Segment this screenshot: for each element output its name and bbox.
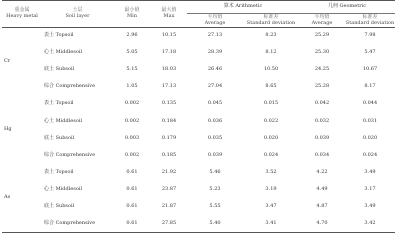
metal-cell: As <box>2 164 42 232</box>
arith-sd-cell: 8.23 <box>265 32 277 39</box>
min-cell: 2.96 <box>126 32 138 39</box>
header-soil-layer-en: Soil layer <box>65 13 90 19</box>
geo-sd-cell: 0.031 <box>362 117 378 124</box>
geo-avg-cell: 0.032 <box>314 117 330 124</box>
header-heavy-metal <box>2 1 42 28</box>
arith-avg-cell: 26.46 <box>207 66 223 73</box>
layer-cell: 表土 Topsoil <box>44 168 74 175</box>
header-soil-layer <box>42 1 113 28</box>
geo-avg-cell: 25.30 <box>314 49 330 56</box>
arith-sd-cell: 3.19 <box>265 185 277 192</box>
arith-sd-cell: 0.020 <box>263 134 279 141</box>
header-max <box>151 1 187 28</box>
geo-avg-cell: 25.29 <box>314 32 330 39</box>
geo-avg-cell: 0.042 <box>314 100 330 107</box>
header-arithmetic-average <box>187 14 243 28</box>
geo-avg-cell: 4.49 <box>316 185 328 192</box>
arith-avg-cell: 5.23 <box>209 185 221 192</box>
header-geometric-sd-en: Standard deviation <box>345 19 395 26</box>
arith-sd-cell: 0.022 <box>263 117 279 124</box>
geo-avg-cell: 4.70 <box>299 215 345 232</box>
header-geometric-average-en: Average <box>311 19 333 26</box>
arith-avg-cell: 5.46 <box>209 168 221 175</box>
geo-sd-cell: 10.67 <box>362 66 378 73</box>
arith-sd-cell: 0.024 <box>263 151 279 158</box>
min-cell: 0.61 <box>126 202 138 209</box>
min-cell: 0.61 <box>126 168 138 175</box>
layer-cell: 底土 Subsoil <box>44 66 75 73</box>
table-row <box>2 28 395 45</box>
arith-avg-cell: 0.035 <box>207 134 223 141</box>
layer-cell: 底土 Subsoil <box>44 202 75 209</box>
geo-avg-cell: 4.22 <box>316 168 328 175</box>
min-cell: 0.61 <box>113 215 151 232</box>
table-header <box>2 1 395 28</box>
header-min <box>113 1 151 28</box>
arith-sd-cell: 3.52 <box>265 168 277 175</box>
layer-cell: 综合 Comprehensive <box>44 83 96 90</box>
table-row <box>2 79 395 96</box>
header-geometric-group: 几何 Geometric <box>299 1 395 14</box>
max-cell: 0.179 <box>161 134 177 141</box>
header-arithmetic-sd-en: Standard deviation <box>246 19 296 26</box>
header-max-en: Max <box>163 13 175 19</box>
arith-avg-cell: 27.04 <box>207 83 223 90</box>
min-cell: 0.002 <box>124 117 140 124</box>
geo-sd-cell: 3.42 <box>345 215 395 232</box>
table-row <box>2 96 395 113</box>
layer-cell: 底土 Subsoil <box>44 134 75 141</box>
table-row <box>2 113 395 130</box>
geo-avg-cell: 0.039 <box>314 134 330 141</box>
header-arithmetic-average-zh: 平均值 <box>207 13 223 20</box>
geo-sd-cell: 3.17 <box>364 185 376 192</box>
min-cell: 5.05 <box>126 49 138 56</box>
table-row <box>2 215 395 232</box>
geo-sd-cell: 0.024 <box>362 151 378 158</box>
layer-cell: 表土 Topsoil <box>44 32 74 39</box>
geo-sd-cell: 5.47 <box>364 49 376 56</box>
table-row <box>2 62 395 79</box>
arith-sd-cell: 8.65 <box>265 83 277 90</box>
geo-sd-cell: 7.98 <box>364 32 376 39</box>
arith-avg-cell: 5.40 <box>187 215 243 232</box>
header-geometric-average-zh: 平均值 <box>314 13 330 20</box>
header-geometric-average <box>299 14 345 28</box>
max-cell: 17.18 <box>161 49 177 56</box>
geo-sd-cell: 3.49 <box>364 202 376 209</box>
header-arithmetic-sd <box>243 14 299 28</box>
header-min-zh: 最小值 <box>124 7 140 14</box>
arith-avg-cell: 28.39 <box>207 49 223 56</box>
arith-avg-cell: 27.13 <box>207 32 223 39</box>
arith-sd-cell: 10.50 <box>263 66 279 73</box>
metal-cell: Cr <box>4 58 11 65</box>
min-cell: 5.15 <box>126 66 138 73</box>
arith-avg-cell: 0.039 <box>207 151 223 158</box>
table-row <box>2 181 395 198</box>
max-cell: 21.92 <box>161 168 177 175</box>
geo-avg-cell: 25.28 <box>314 83 330 90</box>
geo-sd-cell: 3.49 <box>364 168 376 175</box>
min-cell: 0.003 <box>124 134 140 141</box>
layer-cell: 心土 Middlesoil <box>44 117 83 124</box>
arith-sd-cell: 3.47 <box>265 202 277 209</box>
header-arithmetic-sd-zh: 标准差 <box>263 13 279 20</box>
arith-avg-cell: 0.045 <box>207 100 223 107</box>
header-arithmetic-group: 算术 Arithmetic <box>187 1 299 14</box>
geo-avg-cell: 0.034 <box>314 151 330 158</box>
table-row <box>2 147 395 164</box>
statistics-table <box>2 0 395 233</box>
min-cell: 0.002 <box>124 151 140 158</box>
max-cell: 23.87 <box>161 185 177 192</box>
max-cell: 21.87 <box>161 202 177 209</box>
layer-cell: 综合 Comprehensive <box>42 215 113 232</box>
max-cell: 27.85 <box>151 215 187 232</box>
header-min-en: Min <box>127 13 137 19</box>
table-row <box>2 164 395 181</box>
max-cell: 18.03 <box>161 66 177 73</box>
max-cell: 10.15 <box>161 32 177 39</box>
header-max-zh: 最大值 <box>161 7 177 14</box>
table-body <box>2 28 395 233</box>
min-cell: 1.05 <box>126 83 138 90</box>
geo-sd-cell: 8.17 <box>364 83 376 90</box>
max-cell: 0.185 <box>161 151 177 158</box>
header-heavy-metal-zh: 重金属 <box>14 7 30 14</box>
layer-cell: 综合 Comprehensive <box>44 151 96 158</box>
min-cell: 0.002 <box>124 100 140 107</box>
geo-sd-cell: 0.044 <box>362 100 378 107</box>
geo-avg-cell: 24.25 <box>314 66 330 73</box>
arith-avg-cell: 0.036 <box>207 117 223 124</box>
table-row <box>2 45 395 62</box>
arith-avg-cell: 5.55 <box>209 202 221 209</box>
header-geometric-sd <box>345 14 395 28</box>
layer-cell: 心土 Middlesoil <box>44 49 83 56</box>
max-cell: 0.135 <box>161 100 177 107</box>
table-row <box>2 130 395 147</box>
layer-cell: 表土 Topsoil <box>44 100 74 107</box>
max-cell: 17.13 <box>161 83 177 90</box>
header-heavy-metal-en: Heavy metal <box>6 13 38 19</box>
arith-sd-cell: 3.41 <box>243 215 299 232</box>
min-cell: 0.61 <box>126 185 138 192</box>
max-cell: 0.184 <box>161 117 177 124</box>
header-arithmetic-average-en: Average <box>204 19 226 26</box>
header-geometric-sd-zh: 标准差 <box>362 13 378 20</box>
arith-sd-cell: 8.12 <box>265 49 277 56</box>
geo-avg-cell: 4.87 <box>316 202 328 209</box>
table-row <box>2 198 395 215</box>
layer-cell: 心土 Middlesoil <box>44 185 83 192</box>
geo-sd-cell: 0.020 <box>362 134 378 141</box>
metal-cell: Hg <box>4 126 12 133</box>
arith-sd-cell: 0.015 <box>263 100 279 107</box>
header-soil-layer-zh: 土层 <box>72 7 83 14</box>
